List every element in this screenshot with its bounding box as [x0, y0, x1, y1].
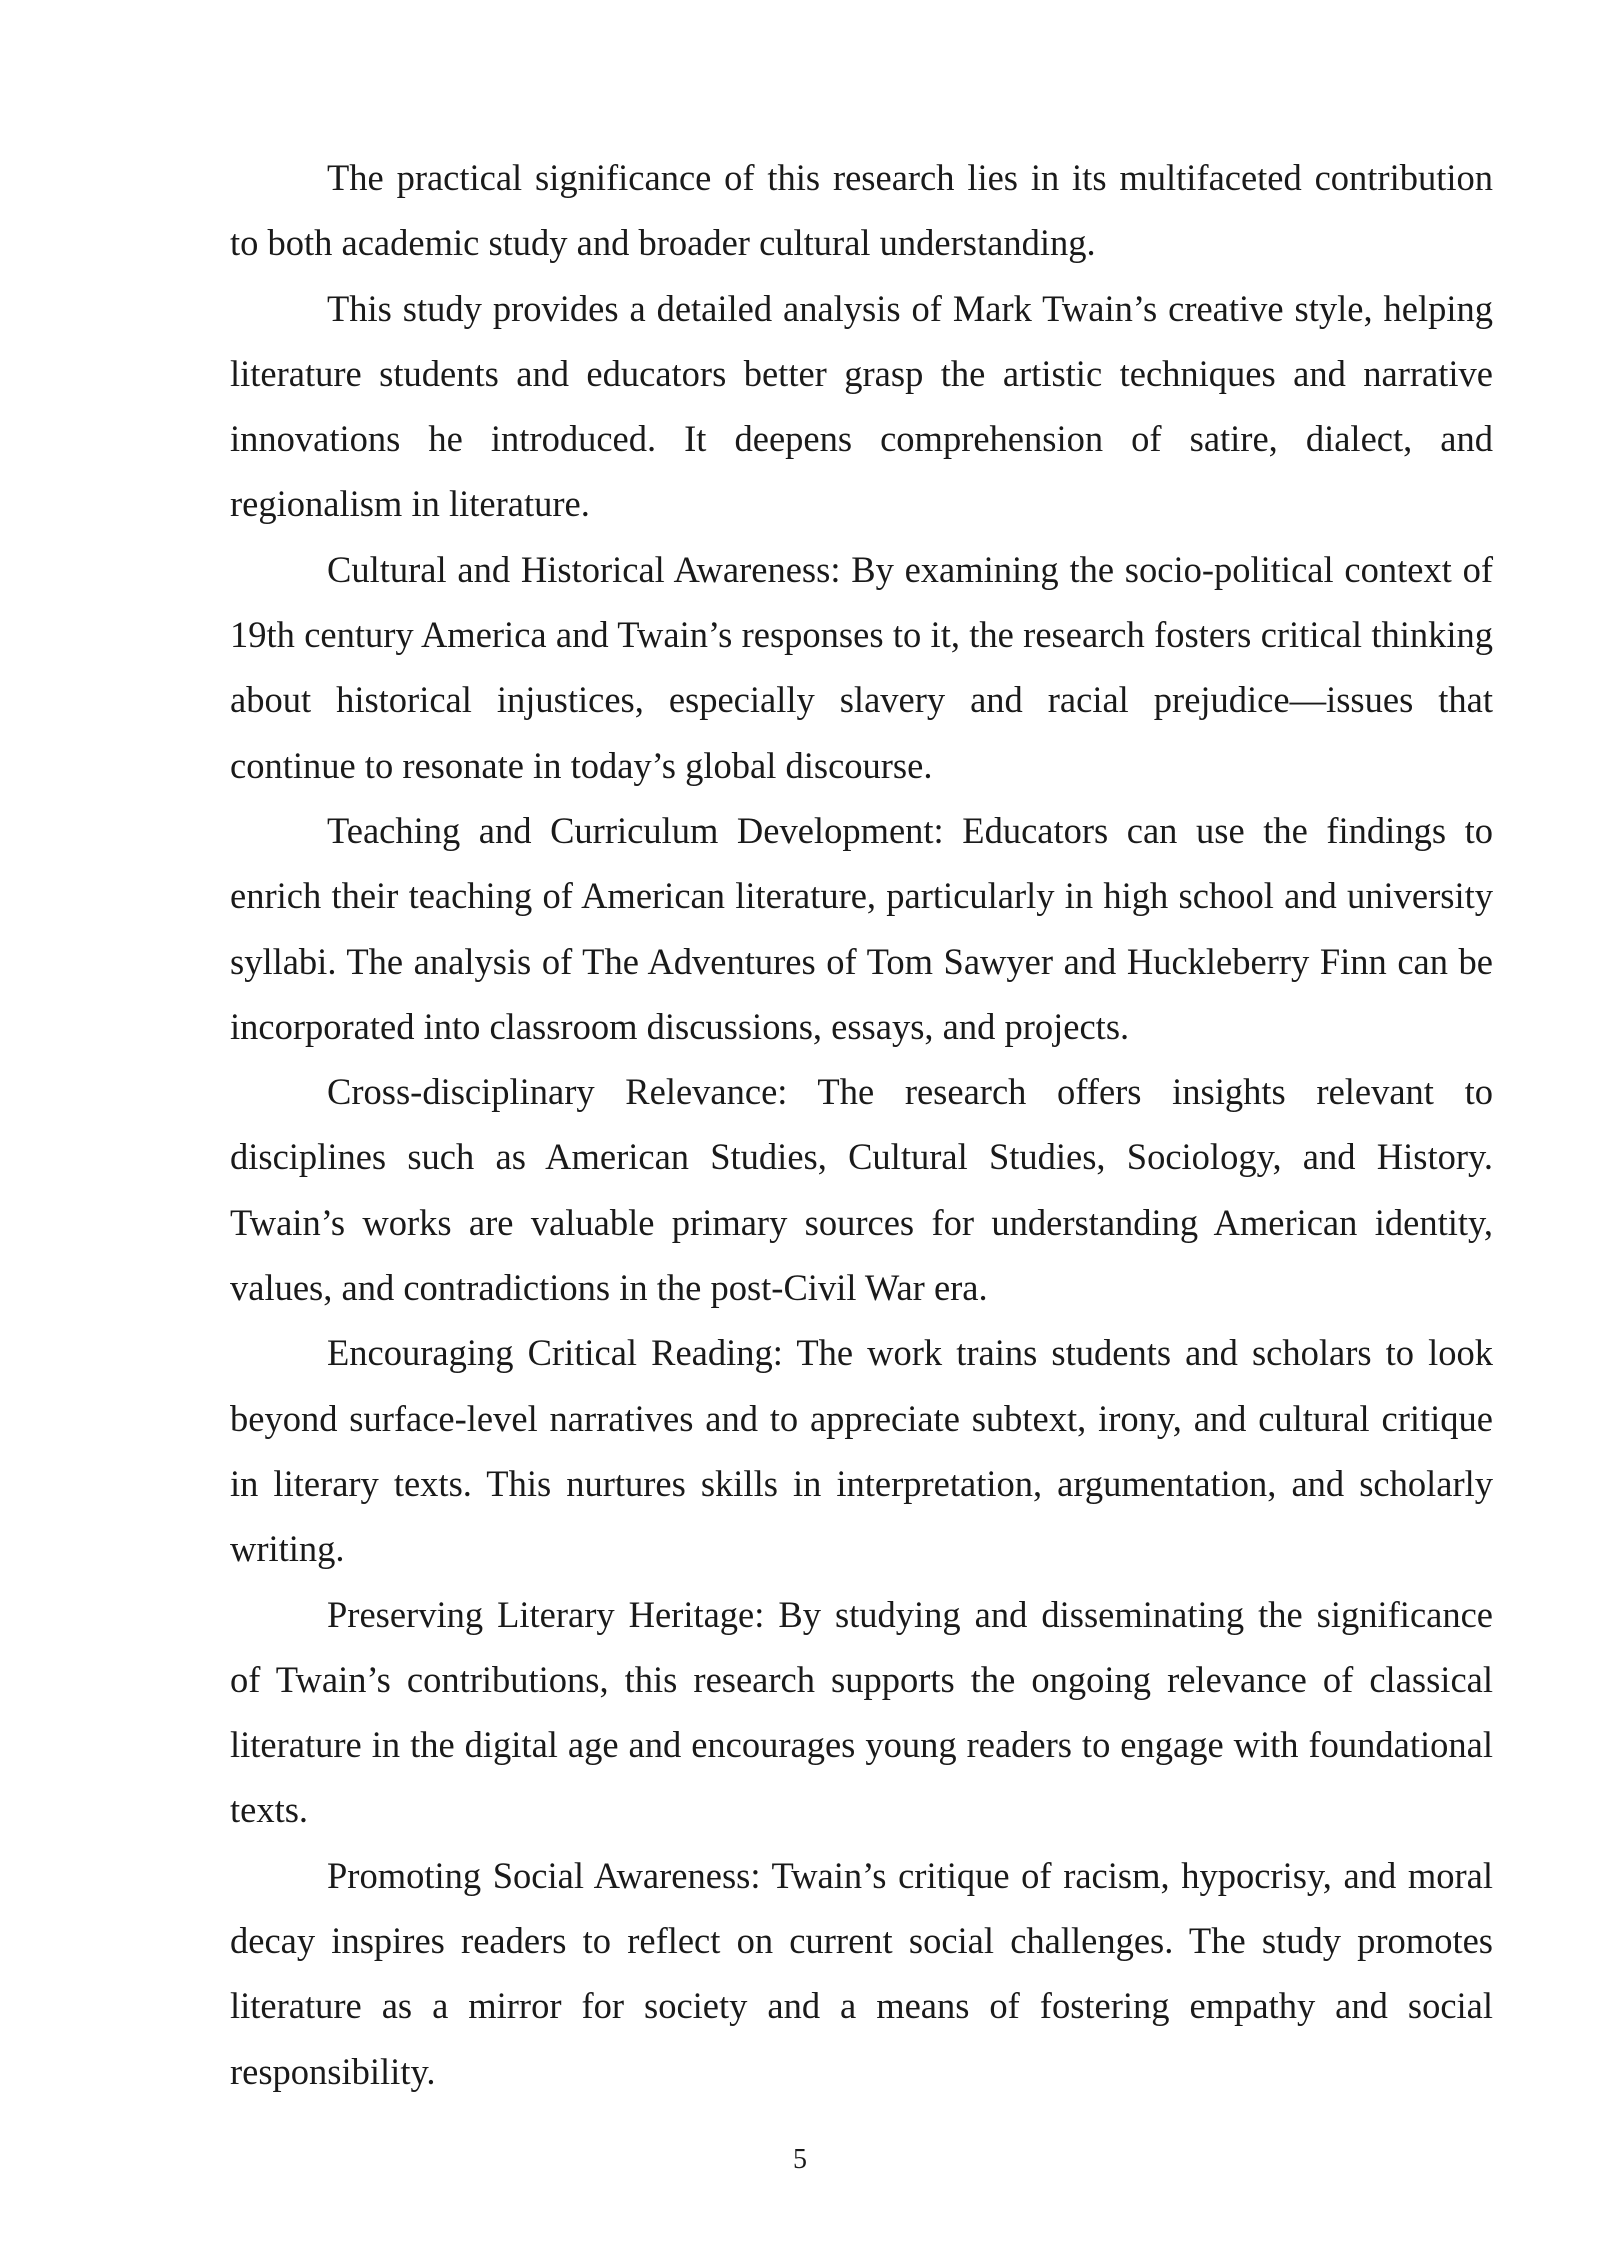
paragraph-cultural-historical-awareness: Cultural and Historical Awareness: By examining the socio-political context of 19th century America and Twain’s responses to it, the research fosters critical thinking about historical injustices, especially slavery and racial prejudice—issues that continue to resonate in today’s global discourse. — [230, 548, 1493, 786]
page-number: 5 — [793, 2144, 807, 2175]
body-text — [230, 145, 1493, 2104]
paragraph-cross-disciplinary: Cross-disciplinary Relevance: The research offers insights relevant to disciplines such as American Studies, Cultural Studies, Sociology, and History. Twain’s works are valuable primary sources for understanding American identity, values, and contradictions in the post-Civil War era. — [230, 1071, 1493, 1309]
paragraph-literary-heritage: Preserving Literary Heritage: By studying and disseminating the significance of Twain’s contributions, this research supports the ongoing relevance of classical literature in the digital age and encourages young readers to engage with foundational texts. — [230, 1593, 1493, 1831]
paragraph-practical-significance: The practical significance of this research lies in its multifaceted contribution to both academic study and broader cultural understanding. — [230, 157, 1493, 264]
paragraph-critical-reading: Encouraging Critical Reading: The work trains students and scholars to look beyond surface-level narratives and to appreciate subtext, irony, and cultural critique in literary texts. This nurtures skills in interpretation, argumentation, and scholarly writing. — [230, 1332, 1493, 1570]
paragraph-teaching-curriculum: Teaching and Curriculum Development: Educators can use the findings to enrich their teaching of American literature, particularly in high school and university syllabi. The analysis of The Adventures of Tom Sawyer and Huckleberry Finn can be incorporated into classroom discussions, essays, and projects. — [230, 809, 1493, 1047]
paragraph-social-awareness: Promoting Social Awareness: Twain’s critique of racism, hypocrisy, and moral decay inspires readers to reflect on current social challenges. The study promotes literature as a mirror for society and a means of fostering empathy and social responsibility. — [230, 1854, 1493, 2092]
paragraph-creative-style: This study provides a detailed analysis of Mark Twain’s creative style, helping literature students and educators better grasp the artistic techniques and narrative innovations he introduced. It deepens comprehension of satire, dialect, and regionalism in literature. — [230, 287, 1493, 525]
